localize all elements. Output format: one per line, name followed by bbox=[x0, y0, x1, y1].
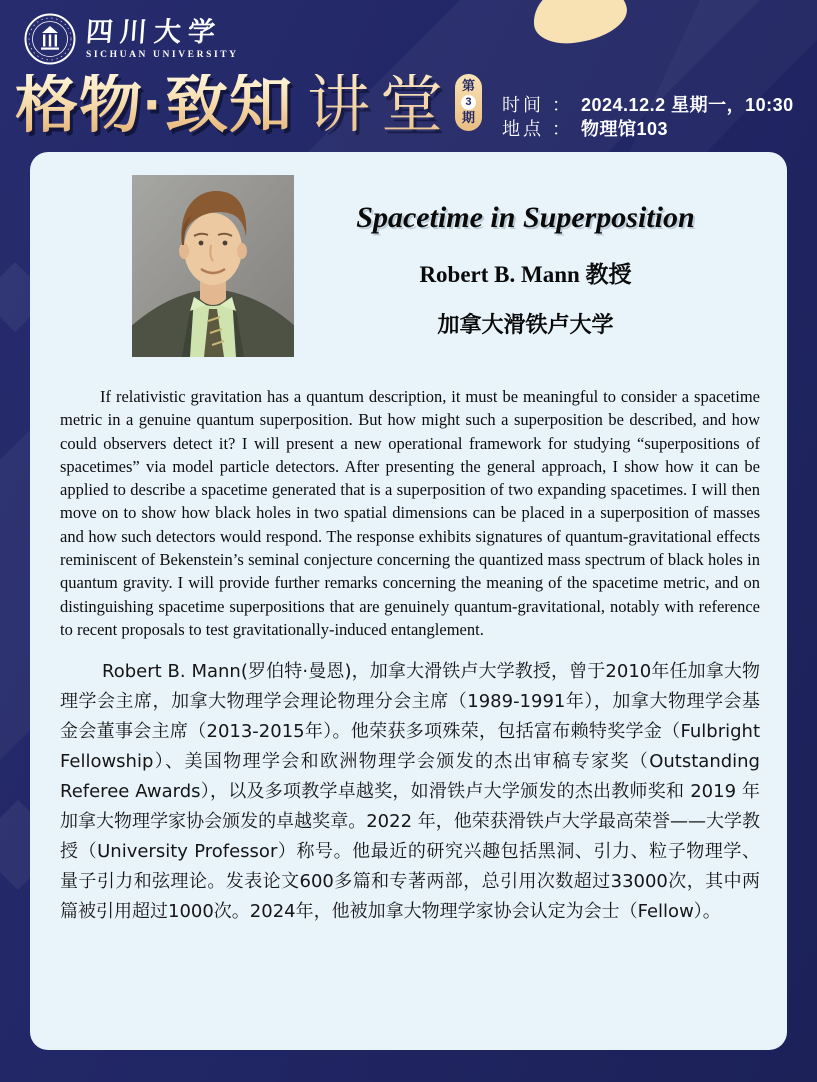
issue-char-bottom: 期 bbox=[461, 109, 475, 125]
time-value: 2024.12.2 星期一，10:30 bbox=[581, 95, 794, 115]
series-title-light: 讲堂 bbox=[306, 70, 453, 140]
content-card bbox=[30, 152, 787, 1050]
event-info bbox=[502, 93, 794, 141]
series-title-bold: 格物·致知 bbox=[15, 70, 293, 140]
event-time-row bbox=[502, 93, 794, 117]
sichuan-university-seal-icon bbox=[24, 13, 76, 65]
talk-abstract: If relativistic gravitation has a quantum description, it must be meaningful to consider a spacetime metric in a genuine quantum superposition. But how might such a superposition be described, and how could observers detect it? I will present a new operational framework for studying “superpositions of spacetimes” via model particle detectors. After presenting the general approach, I show how it can be applied to describe a spacetime generated that is a superposition of two expanding spacetimes. I will then move on to show how black holes in two spatial dimensions can be placed in a superposition of masses and how such detectors would respond. The response exhibits signatures of quantum-gravitational effects reminiscent of Bekenstein’s seminal conjecture concerning the quantized mass spectrum of black holes in quantum gravity. I will provide further remarks concerning the meaning of the spacetime metric, and on distinguishing spacetime superpositions that are genuinely quantum-gravitational, notably with reference to recent proposals to test gravitationally-induced entanglement. bbox=[60, 387, 760, 639]
series-title bbox=[15, 70, 482, 140]
university-name-en: SICHUAN UNIVERSITY bbox=[86, 49, 239, 60]
university-name bbox=[84, 16, 239, 60]
issue-number-badge bbox=[455, 74, 482, 132]
event-location-row bbox=[502, 117, 794, 141]
location-value: 物理馆103 bbox=[581, 119, 669, 139]
university-name-cn: 四川大学 bbox=[84, 16, 224, 48]
speaker-name: Robert B. Mann 教授 bbox=[419, 262, 632, 287]
location-label: 地点 ： bbox=[502, 119, 574, 139]
speaker-affiliation: 加拿大滑铁卢大学 bbox=[437, 312, 614, 337]
issue-number: 3 bbox=[461, 95, 476, 110]
university-logo-group bbox=[24, 13, 239, 65]
issue-char-top: 第 bbox=[461, 77, 475, 93]
talk-title: Spacetime in Superposition bbox=[356, 201, 695, 234]
time-label: 时间 ： bbox=[502, 95, 574, 115]
talk-title-block bbox=[294, 175, 757, 357]
speaker-photo bbox=[132, 175, 294, 357]
talk-header bbox=[30, 152, 787, 357]
speaker-bio: Robert B. Mann(罗伯特·曼恩)，加拿大滑铁卢大学教授，曾于2010年任加拿大物理学会主席，加拿大物理学会理论物理分会主席（1989-1991年），加拿大物理学会基金会董事会主席（2013-2015年）。他荣获多项殊荣，包括富布赖特奖学金（Fulbright Fellowship）、美国物理学会和欧洲物理学会颁发的杰出审稿专家奖（Outstanding Referee Awards），以及多项教学卓越奖，如滑铁卢大学颁发的杰出教师奖和 2019 年加拿大物理学家协会颁发的卓越奖章。2022 年，他荣获滑铁卢大学最高荣誉——大学教授（University Professor）称号。他最近的研究兴趣包括黑洞、引力、粒子物理学、量子引力和弦理论。发表论文600多篇和专著两部，总引用次数超过33000次，其中两篇被引用超过1000次。2024年，他被加拿大物理学家协会认定为会士（Fellow）。 bbox=[60, 661, 760, 923]
